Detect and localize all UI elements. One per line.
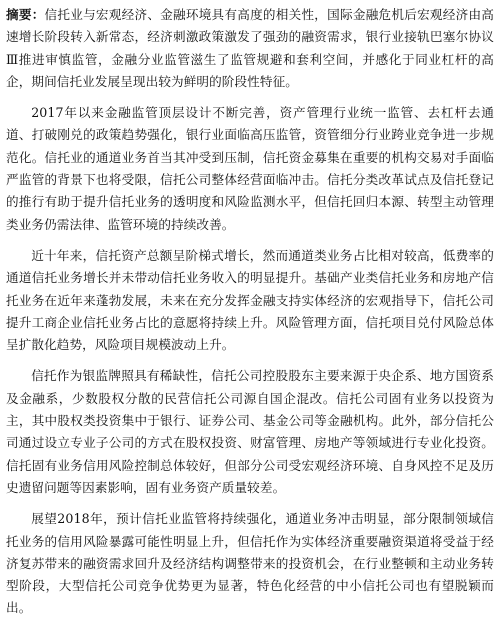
document-page xyxy=(6,4,494,620)
abstract-text: 信托业与宏观经济、金融环境具有高度的相关性，国际金融危机后宏观经济由高速增长阶段转入新常态，经济刺激政策激发了强劲的融资需求，银行业接轨巴塞尔协议Ⅲ推进审慎监管，金融分业监管滋生了监管规避和套利空间，并感化于同业杠杆的高企，期间信托业发展呈现出较为鲜明的阶段性特征。 xyxy=(6,7,494,89)
body-paragraph-2: 近十年来，信托资产总额呈阶梯式增长，然而通道类业务占比相对较高，低费率的通道信托业务增长并未带动信托业务收入的明显提升。基础产业类信托业务和房地产信托业务在近年来蓬勃发展，未来在充分发挥金融支持实体经济的宏观指导下，信托公司提升工商企业信托业务占比的意愿将持续上升。风险管理方面，信托项目兑付风险总体呈扩散化趋势，风险项目规模波动上升。 xyxy=(6,247,494,353)
abstract-paragraph xyxy=(6,4,494,93)
body-paragraph-1: 2017年以来金融监管顶层设计不断完善，资产管理行业统一监管、去杠杆去通道、打破刚兑的政策趋势强化，银行业面临高压监管，资管细分行业跨业竞争进一步规范化。信托业的通道业务首当其冲受到压制，信托资金募集在重要的机构交易对手面临严监管的背景下也将受限，信托公司整体经营面临冲击。信托分类改革试点及信托登记的推行有助于提升信托业务的透明度和风险监测水平，但信托回归本源、转型主动管理类业务仍需法律、监管环境的持续改善。 xyxy=(6,105,494,232)
abstract-label: 摘要： xyxy=(6,7,45,22)
body-paragraph-4: 展望2018年，预计信托业监管将持续强化，通道业务冲击明显，部分限制领域信托业务的信用风险暴露可能性明显上升，但信托作为实体经济重要融资渠道将受益于经济复苏带来的融资需求回升及经济结构调整带来的投资机会，在行业整顿和主动业务转型阶段，大型信托公司竞争优势更为显著，特色化经营的中小信托公司也有望脱颖而出。 xyxy=(6,511,494,616)
body-paragraph-3: 信托作为银监牌照具有稀缺性，信托公司控股股东主要来源于央企系、地方国资系及金融系，少数股权分散的民营信托公司源自国企混改。信托公司固有业务以投资为主，其中股权类投资集中于银行、证券公司、基金公司等金融机构。此外，部分信托公司通过设立专业子公司的方式在股权投资、财富管理、房地产等领域进行专业化投资。信托固有业务信用风险控制总体较好，但部分公司受宏观经济环境、自身风控不足及历史遗留问题等因素影响，固有业务资产质量较差。 xyxy=(6,368,494,495)
